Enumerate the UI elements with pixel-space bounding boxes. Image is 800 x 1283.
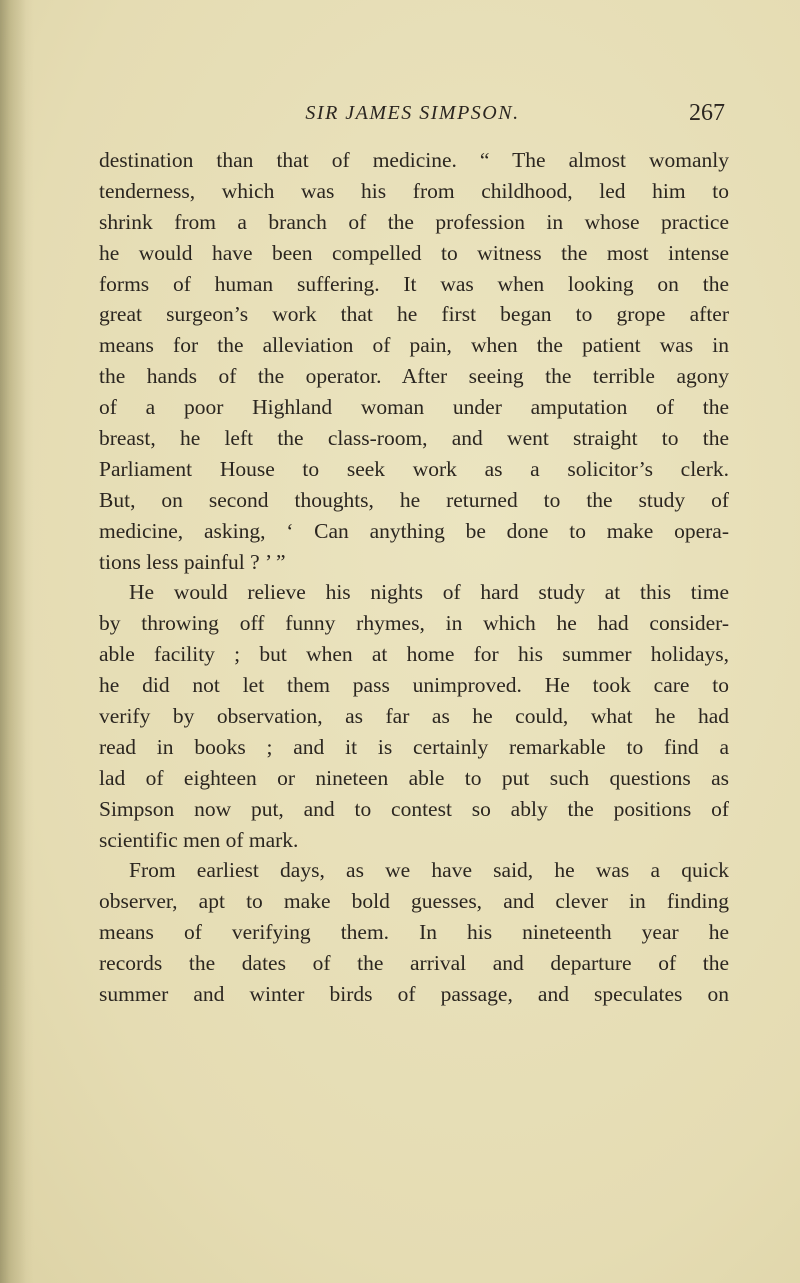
text-line: he would have been compelled to witness the most intense bbox=[99, 240, 729, 265]
text-line: able facility ; but when at home for his summer holidays, bbox=[99, 642, 729, 667]
body-text bbox=[99, 145, 729, 1010]
text-line: the hands of the operator. After seeing the terrible agony bbox=[99, 364, 729, 389]
text-line: destination than that of medicine. “ The almost womanly bbox=[99, 148, 729, 172]
text-line: Simpson now put, and to contest so ably the positions of bbox=[99, 796, 729, 821]
text-line: observer, apt to make bold guesses, and clever in finding bbox=[99, 889, 729, 914]
text-line: shrink from a branch of the profession in whose practice bbox=[99, 209, 729, 234]
text-line: verify by observation, as far as he could, what he had bbox=[99, 704, 729, 729]
text-line: breast, he left the class-room, and went straight to the bbox=[99, 426, 729, 451]
text-line: forms of human suffering. It was when looking on the bbox=[99, 271, 729, 296]
text-line: means of verifying them. In his nineteenth year he bbox=[99, 920, 729, 945]
text-line: read in books ; and it is certainly remarkable to find a bbox=[99, 734, 729, 759]
text-line: great surgeon’s work that he first began to grope after bbox=[99, 302, 729, 327]
text-line: Parliament House to seek work as a solicitor’s clerk. bbox=[99, 456, 729, 481]
text-line: He would relieve his nights of hard study at this time bbox=[129, 580, 729, 605]
running-title: SIR JAMES SIMPSON. bbox=[305, 102, 520, 124]
text-line: summer and winter birds of passage, and speculates on bbox=[99, 982, 729, 1007]
text-line: medicine, asking, ‘ Can anything be done to make opera- bbox=[99, 518, 729, 543]
text-line: lad of eighteen or nineteen able to put such questions as bbox=[99, 765, 729, 790]
text-line: tenderness, which was his from childhood, led him to bbox=[99, 178, 729, 203]
text-line: From earliest days, as we have said, he was a quick bbox=[129, 858, 729, 883]
text-line: by throwing off funny rhymes, in which he had consider- bbox=[99, 611, 729, 636]
text-line: scientific men of mark. bbox=[99, 827, 299, 852]
text-line: But, on second thoughts, he returned to the study of bbox=[99, 487, 729, 512]
text-line: records the dates of the arrival and departure of the bbox=[99, 951, 729, 976]
text-line: of a poor Highland woman under amputation of the bbox=[99, 395, 729, 420]
text-line: tions less painful ? ’ ” bbox=[99, 549, 286, 574]
running-head bbox=[100, 100, 725, 130]
page-gutter-shadow bbox=[0, 0, 26, 1283]
text-line: he did not let them pass unimproved. He took care to bbox=[99, 673, 729, 698]
text-line: means for the alleviation of pain, when the patient was in bbox=[99, 333, 729, 358]
page-number: 267 bbox=[689, 100, 725, 126]
